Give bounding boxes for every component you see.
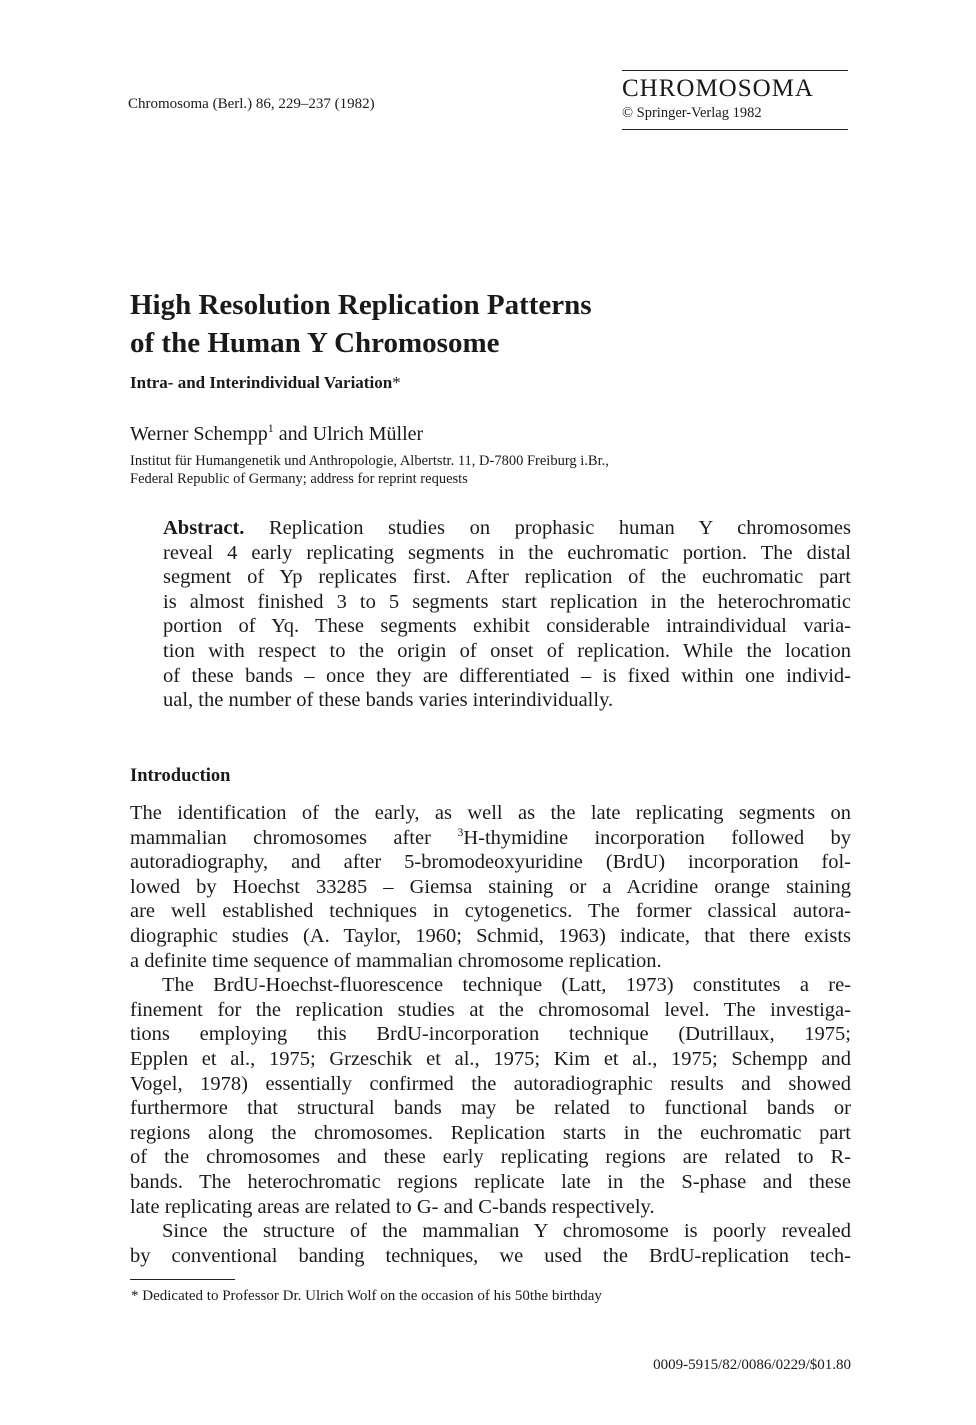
body-line: The BrdU-Hoechst-fluorescence technique (Latt, 1973) constitutes a re- bbox=[162, 974, 851, 997]
journal-citation: Chromosoma (Berl.) 86, 229–237 (1982) bbox=[128, 96, 375, 112]
body-line: Epplen et al., 1975; Grzeschik et al., 1975; Kim et al., 1975; Schempp and bbox=[130, 1047, 851, 1070]
body-line: tions employing this BrdU-incorporation technique (Dutrillaux, 1975; bbox=[130, 1023, 851, 1046]
author-name: Werner Schempp bbox=[130, 423, 268, 445]
body-line: finement for the replication studies at the chromosomal level. The investiga- bbox=[130, 998, 851, 1021]
subtitle-text: Intra- and Interindividual Variation bbox=[130, 373, 393, 392]
body-line: bands. The heterochromatic regions replicate late in the S-phase and these bbox=[130, 1170, 851, 1193]
abstract-line: reveal 4 early replicating segments in the euchromatic portion. The distal bbox=[163, 541, 851, 564]
body-line: are well established techniques in cytogenetics. The former classical autora- bbox=[130, 900, 851, 923]
abstract-line bbox=[163, 516, 851, 541]
body-line: The identification of the early, as well as the late replicating segments on bbox=[130, 802, 851, 824]
introduction-body bbox=[130, 801, 851, 1268]
body-line: a definite time sequence of mammalian chromosome replication. bbox=[130, 949, 662, 972]
body-line: late replicating areas are related to G- and C-bands respectively. bbox=[130, 1195, 655, 1218]
masthead-bottom-rule bbox=[622, 129, 848, 130]
abstract-line: segment of Yp replicates first. After replication of the euchromatic part bbox=[163, 566, 851, 589]
publisher-copyright: © Springer-Verlag 1982 bbox=[622, 105, 762, 121]
body-line: Vogel, 1978) essentially confirmed the autoradiographic results and showed bbox=[130, 1072, 851, 1095]
journal-masthead bbox=[622, 70, 848, 130]
abstract-line: of these bands – once they are differentiated – is fixed within one individ- bbox=[163, 664, 851, 687]
article-code: 0009-5915/82/0086/0229/$01.80 bbox=[653, 1357, 851, 1373]
abstract-label: Abstract. bbox=[163, 517, 245, 539]
footnote-rule bbox=[130, 1279, 235, 1280]
body-line: of the chromosomes and these early replicating regions are related to R- bbox=[130, 1146, 851, 1169]
body-line: lowed by Hoechst 33285 – Giemsa staining or a Acridine orange staining bbox=[130, 875, 851, 898]
body-line: furthermore that structural bands may be related to functional bands or bbox=[130, 1097, 851, 1120]
abstract-line: is almost finished 3 to 5 segments start replication in the heterochromatic bbox=[163, 590, 851, 613]
body-line bbox=[130, 826, 851, 851]
footnote: * Dedicated to Professor Dr. Ulrich Wolf on the occasion of his 50the birthday bbox=[131, 1288, 602, 1304]
isotope-superscript: 3 bbox=[457, 824, 464, 839]
author-name: and Ulrich Müller bbox=[273, 423, 424, 445]
abstract bbox=[163, 516, 851, 713]
abstract-line: portion of Yq. These segments exhibit considerable intraindividual varia- bbox=[163, 615, 851, 638]
author-list bbox=[130, 421, 423, 446]
body-line: diographic studies (A. Taylor, 1960; Schmid, 1963) indicate, that there exists bbox=[130, 924, 851, 947]
title-line: High Resolution Replication Patterns bbox=[130, 289, 592, 321]
body-text: mammalian chromosomes after bbox=[130, 826, 458, 849]
masthead-top-rule bbox=[622, 70, 848, 71]
author-affiliation-marker: 1 bbox=[267, 421, 274, 435]
body-text: H-thymidine incorporation followed by bbox=[463, 826, 851, 849]
body-line: regions along the chromosomes. Replication starts in the euchromatic part bbox=[130, 1121, 851, 1144]
body-line: autoradiography, and after 5-bromodeoxyuridine (BrdU) incorporation fol- bbox=[130, 851, 851, 874]
affiliation-line: Institut für Humangenetik und Anthropologie, Albertstr. 11, D-7800 Freiburg i.Br., bbox=[130, 453, 609, 469]
abstract-text: Replication studies on prophasic human Y chromosomes bbox=[244, 517, 851, 539]
abstract-line: tion with respect to the origin of onset of replication. While the location bbox=[163, 639, 851, 662]
journal-name: CHROMOSOMA bbox=[622, 75, 814, 102]
body-line: Since the structure of the mammalian Y chromosome is poorly revealed bbox=[162, 1220, 851, 1243]
subtitle-footnote-marker: * bbox=[392, 373, 401, 392]
article-subtitle bbox=[130, 373, 401, 393]
article-title bbox=[130, 286, 850, 362]
body-line: by conventional banding techniques, we used the BrdU-replication tech- bbox=[130, 1244, 851, 1267]
abstract-line: ual, the number of these bands varies interindividually. bbox=[163, 689, 614, 712]
title-line: of the Human Y Chromosome bbox=[130, 327, 500, 359]
affiliation-line: Federal Republic of Germany; address for reprint requests bbox=[130, 471, 468, 487]
affiliation bbox=[130, 452, 850, 488]
section-heading-introduction: Introduction bbox=[130, 766, 231, 786]
